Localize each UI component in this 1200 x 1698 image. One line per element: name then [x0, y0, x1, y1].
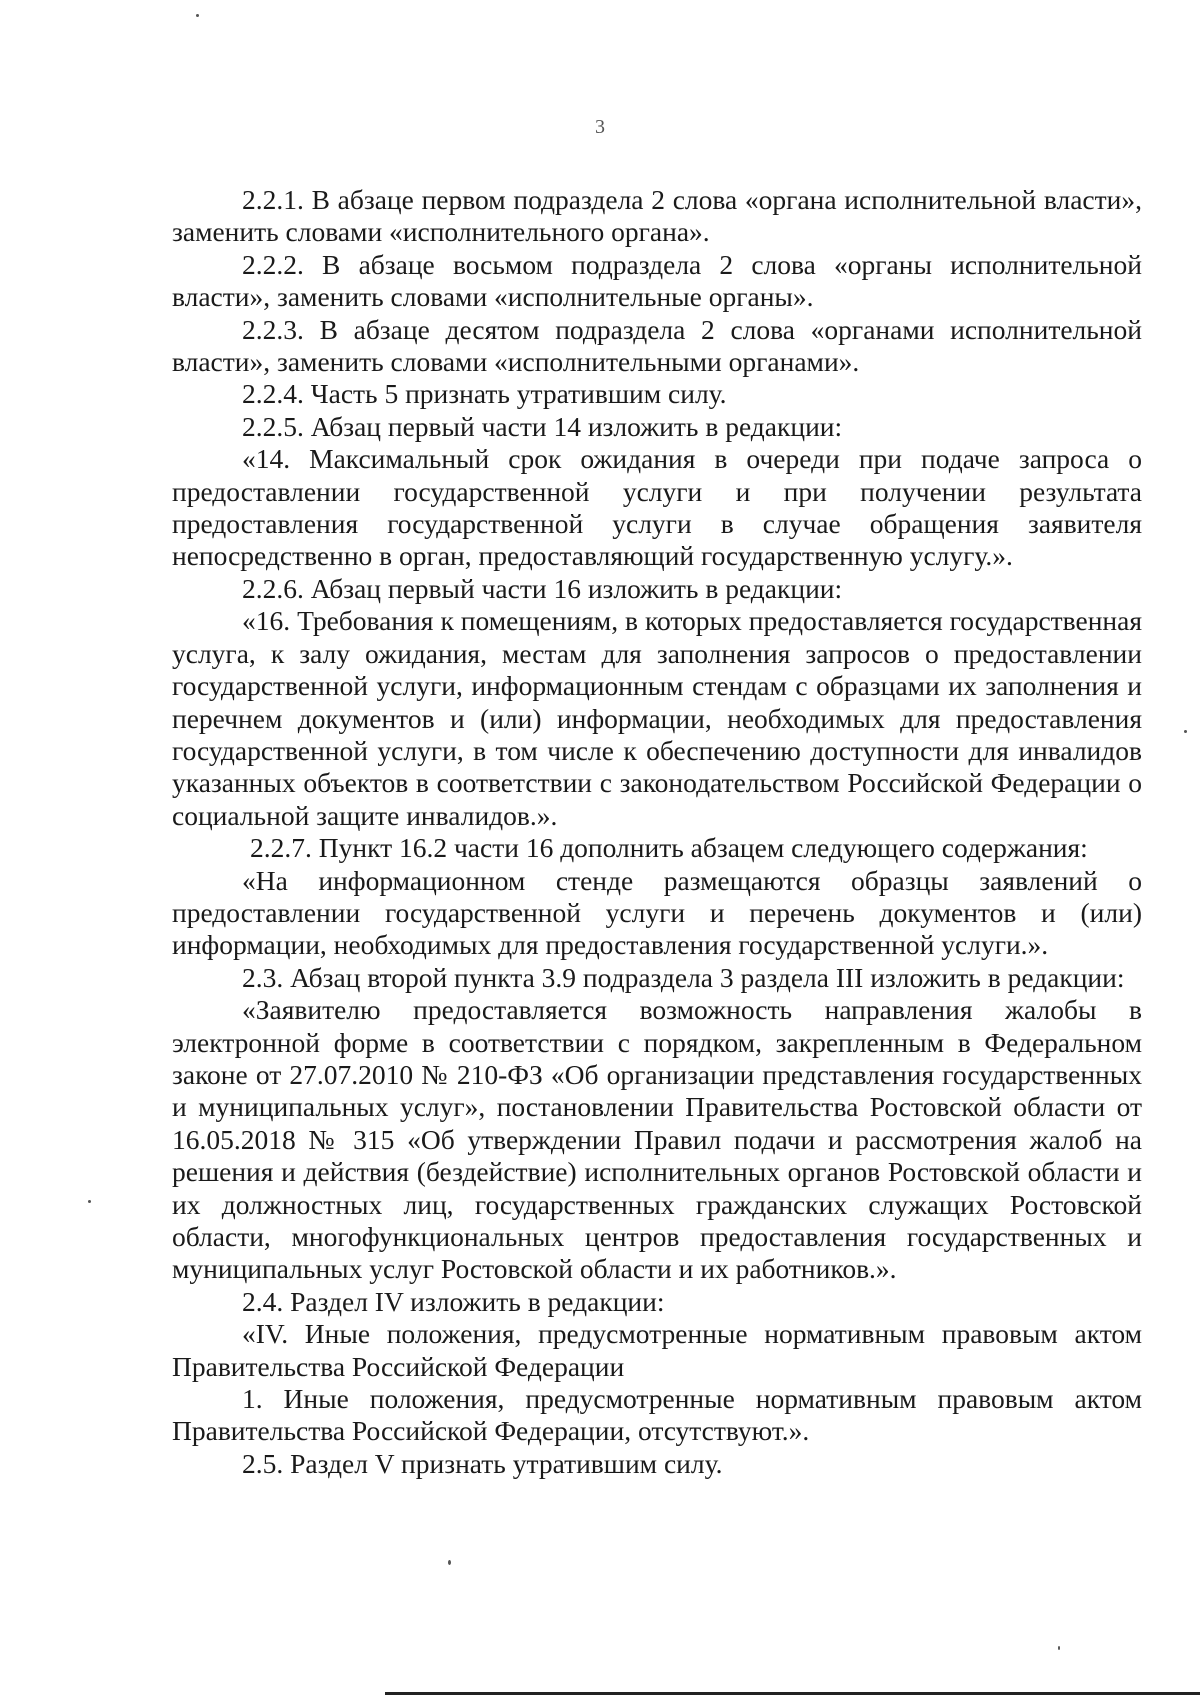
scan-speck: [88, 1200, 91, 1203]
quote-complaint: «Заявителю предоставляется возможность направления жалобы в электронной форме в соответствии с порядком, закрепленным в Федеральном законе от 27.07.2010 № 210-ФЗ «Об организации представления государственных и муниципальных услуг», постановлении Правительства Ростовской области от 16.05.2018 № 315 «Об утверждении Правил подачи и рассмотрения жалоб на решения и действия (бездействие) исполнительных органов Ростовской области и их должностных лиц, государственных гражданских служащих Ростовской области, многофункциональных центров предоставления государственных и муниципальных услуг Ростовской области и их работников.».: [172, 994, 1142, 1285]
document-body: [172, 184, 1142, 1480]
paragraph-2-2-4: 2.2.4. Часть 5 признать утратившим силу.: [242, 378, 727, 410]
quote-part-16: «16. Требования к помещениям, в которых предоставляется государственная услуга, к залу ожидания, местам для заполнения запросов о предоставлении государственной услуги, информационным стендам с образцами их заполнения и перечнем документов и (или) информации, необходимых для предоставления государственной услуги, в том числе к обеспечению доступности для инвалидов указанных объектов в соответствии с законодательством Российской Федерации о социальной защите инвалидов.».: [172, 605, 1142, 831]
paragraph-2-2-5: 2.2.5. Абзац первый части 14 изложить в редакции:: [242, 410, 843, 442]
quote-part-14: «14. Максимальный срок ожидания в очереди при подаче запроса о предоставлении государственной услуги и при получении результата предоставления государственной услуги в случае обращения заявителя непосредственно в орган, предоставляющий государственную услугу.».: [172, 443, 1142, 572]
quote-section-iv-title: «IV. Иные положения, предусмотренные нормативным правовым актом Правительства Российской Федерации: [172, 1318, 1142, 1382]
paragraph-2-2-3: 2.2.3. В абзаце десятом подраздела 2 слова «органами исполнительной власти», заменить словами «исполнительными органами».: [172, 313, 1142, 378]
paragraph-2-5: 2.5. Раздел V признать утратившим силу.: [242, 1447, 723, 1479]
paragraph-2-2-6: 2.2.6. Абзац первый части 16 изложить в редакции:: [242, 572, 843, 604]
paragraph-2-2-2: 2.2.2. В абзаце восьмом подраздела 2 слова «органы исполнительной власти», заменить словами «исполнительные органы».: [172, 248, 1142, 313]
scan-speck: [1058, 1646, 1060, 1650]
scan-speck: [448, 1560, 451, 1565]
paragraph-2-2-1: 2.2.1. В абзаце первом подраздела 2 слова «органа исполнительной власти», заменить словами «исполнительного органа».: [172, 184, 1142, 248]
paragraph-2-2-7: 2.2.7. Пункт 16.2 части 16 дополнить абзацем следующего содержания:: [250, 832, 1088, 864]
paragraph-2-4: 2.4. Раздел IV изложить в редакции:: [242, 1285, 665, 1317]
bottom-edge-line: [385, 1692, 1200, 1695]
scan-speck: [196, 14, 199, 17]
quote-section-iv-item-1: 1. Иные положения, предусмотренные нормативным правовым актом Правительства Российской Федерации, отсутствуют.».: [172, 1383, 1142, 1447]
page-number: 3: [595, 116, 605, 138]
quote-info-stand: «На информационном стенде размещаются образцы заявлений о предоставлении государственной услуги и перечень документов и (или) информации, необходимых для предоставления государственной услуги.».: [172, 864, 1142, 961]
paragraph-2-3: 2.3. Абзац второй пункта 3.9 подраздела 3 раздела III изложить в редакции:: [242, 961, 1125, 993]
scan-speck: [1184, 730, 1187, 733]
